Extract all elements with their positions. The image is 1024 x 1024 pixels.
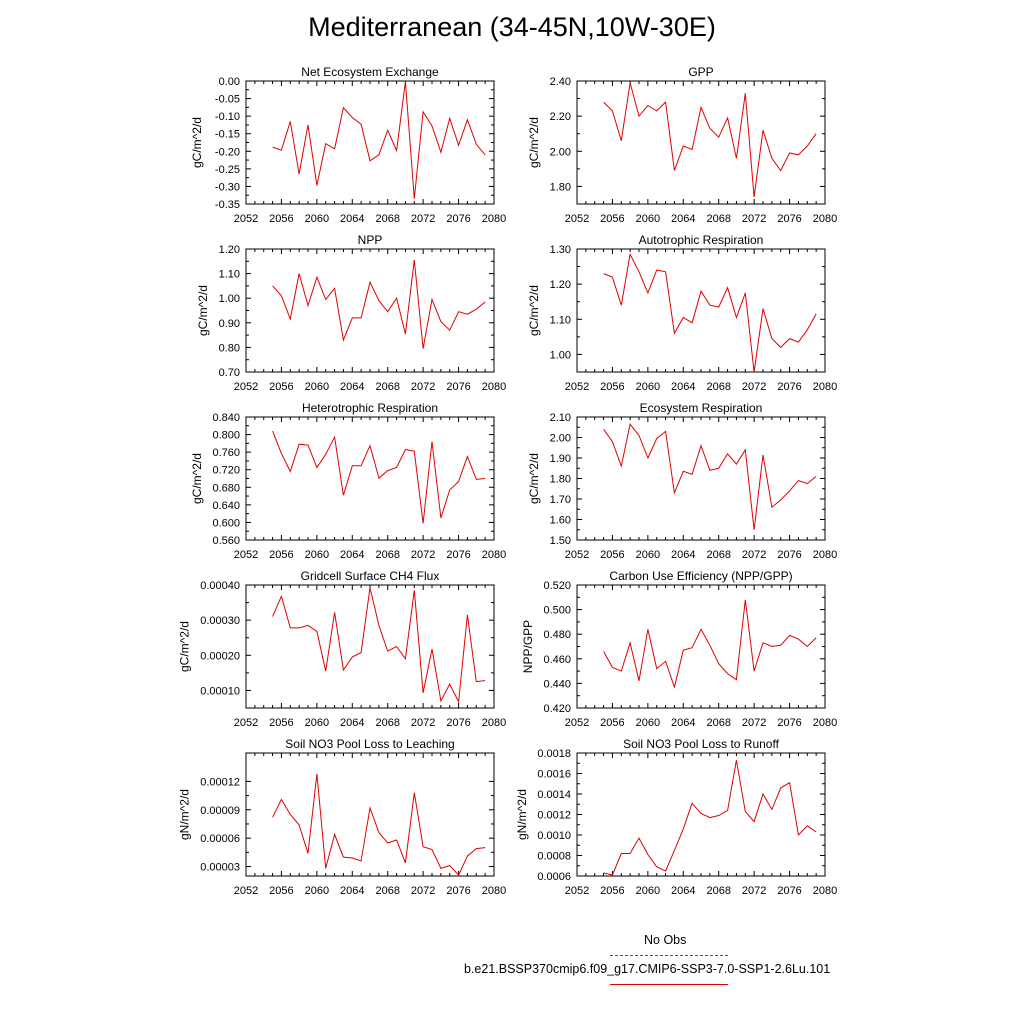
series-line-carbon-use-efficiency-npp-gpp xyxy=(604,600,817,687)
series-line-heterotrophic-respiration xyxy=(273,431,486,523)
plot-frame xyxy=(577,753,825,876)
panel-npp xyxy=(196,233,506,393)
x-tick-label: 2076 xyxy=(446,381,471,393)
x-tick-label: 2068 xyxy=(375,549,400,561)
y-tick-label: 0.0008 xyxy=(537,850,571,863)
x-tick-label: 2060 xyxy=(635,381,661,393)
panel-title: Soil NO3 Pool Loss to Runoff xyxy=(623,737,779,751)
panel-gpp xyxy=(527,65,837,225)
y-tick-label: 2.40 xyxy=(549,76,571,88)
y-tick-label: 0.420 xyxy=(543,703,571,715)
x-tick-label: 2072 xyxy=(741,381,767,393)
x-tick-label: 2068 xyxy=(375,213,400,225)
y-tick-label: 0.0018 xyxy=(537,748,571,760)
series-line-autotrophic-respiration xyxy=(604,254,817,372)
plot-frame xyxy=(577,81,825,204)
x-tick-label: 2056 xyxy=(600,885,625,897)
y-axis-label: gC/m^2/d xyxy=(177,621,192,672)
x-tick-label: 2072 xyxy=(410,717,436,729)
x-tick-label: 2052 xyxy=(233,717,259,729)
y-tick-label: 1.60 xyxy=(549,514,571,527)
x-tick-label: 2056 xyxy=(600,549,625,561)
x-tick-label: 2064 xyxy=(340,213,365,225)
x-tick-label: 2072 xyxy=(410,381,436,393)
y-tick-label: 0.90 xyxy=(218,317,240,330)
y-axis-label: gC/m^2/d xyxy=(527,117,542,168)
y-tick-label: 0.00009 xyxy=(200,804,240,817)
x-tick-label: 2076 xyxy=(446,717,471,729)
x-tick-label: 2080 xyxy=(812,381,838,393)
y-tick-label: -0.35 xyxy=(214,199,240,211)
x-tick-label: 2068 xyxy=(706,213,731,225)
x-tick-label: 2056 xyxy=(269,213,294,225)
y-tick-label: 1.10 xyxy=(549,314,571,327)
y-tick-label: 1.20 xyxy=(549,279,571,292)
x-tick-label: 2052 xyxy=(233,885,259,897)
y-tick-label: 0.600 xyxy=(212,517,240,530)
x-tick-label: 2072 xyxy=(741,549,767,561)
y-tick-label: -0.15 xyxy=(214,128,240,141)
x-tick-label: 2052 xyxy=(564,381,590,393)
y-tick-label: 2.00 xyxy=(549,432,571,445)
plot-frame xyxy=(246,81,494,204)
x-tick-label: 2076 xyxy=(777,381,802,393)
x-tick-label: 2056 xyxy=(600,213,625,225)
panel-title: Carbon Use Efficiency (NPP/GPP) xyxy=(609,569,793,583)
x-tick-label: 2064 xyxy=(671,549,696,561)
legend-obs-label: No Obs xyxy=(644,933,687,947)
x-tick-label: 2072 xyxy=(741,717,767,729)
y-tick-label: 1.80 xyxy=(549,181,571,194)
x-tick-label: 2064 xyxy=(340,381,365,393)
x-tick-label: 2056 xyxy=(269,381,294,393)
y-tick-label: 0.00020 xyxy=(200,650,240,663)
y-tick-label: 0.800 xyxy=(212,429,240,442)
x-tick-label: 2052 xyxy=(233,549,259,561)
y-tick-label: 0.00 xyxy=(218,76,240,88)
x-tick-label: 2060 xyxy=(635,213,661,225)
y-tick-label: -0.05 xyxy=(214,93,240,106)
figure-title: Mediterranean (34-45N,10W-30E) xyxy=(308,12,716,42)
x-tick-label: 2068 xyxy=(706,549,731,561)
panel-soil-no3-pool-loss-to-leaching xyxy=(178,737,507,897)
x-tick-label: 2068 xyxy=(706,381,731,393)
x-tick-label: 2052 xyxy=(233,213,259,225)
y-tick-label: 0.00030 xyxy=(200,615,240,628)
panel-title: NPP xyxy=(357,233,383,247)
panel-gridcell-surface-ch4-flux xyxy=(178,569,507,729)
panel-title: Heterotrophic Respiration xyxy=(301,401,439,415)
x-tick-label: 2060 xyxy=(304,885,330,897)
x-tick-label: 2076 xyxy=(777,717,802,729)
panel-title: Gridcell Surface CH4 Flux xyxy=(300,569,440,583)
y-tick-label: 1.80 xyxy=(549,473,571,486)
x-tick-label: 2076 xyxy=(446,885,471,897)
series-line-ecosystem-respiration xyxy=(604,424,817,530)
y-axis-label: gC/m^2/d xyxy=(190,453,204,504)
y-tick-label: 0.440 xyxy=(543,678,571,691)
panel-carbon-use-efficiency-npp-gpp xyxy=(521,569,837,729)
y-axis-label: gC/m^2/d xyxy=(527,285,542,336)
y-tick-label: 0.70 xyxy=(218,367,240,379)
x-tick-label: 2064 xyxy=(671,381,696,393)
y-tick-label: 0.560 xyxy=(212,535,240,547)
panel-autotrophic-respiration xyxy=(527,233,837,393)
y-tick-label: 0.00040 xyxy=(200,580,240,592)
x-tick-label: 2060 xyxy=(635,717,661,729)
y-axis-label: NPP/GPP xyxy=(521,619,535,674)
y-tick-label: 0.520 xyxy=(543,580,571,592)
series-line-gridcell-surface-ch4-flux xyxy=(273,588,486,702)
y-tick-label: 0.720 xyxy=(212,464,240,477)
y-tick-label: -0.20 xyxy=(214,146,240,159)
panel-net-ecosystem-exchange xyxy=(190,65,506,225)
y-tick-label: 1.30 xyxy=(549,244,571,256)
x-tick-label: 2064 xyxy=(671,717,696,729)
x-tick-label: 2056 xyxy=(269,885,294,897)
plot-frame xyxy=(577,585,825,708)
y-tick-label: 0.0016 xyxy=(537,768,571,781)
y-tick-label: 0.0010 xyxy=(537,830,571,842)
y-tick-label: 0.00003 xyxy=(200,861,240,874)
x-tick-label: 2060 xyxy=(304,213,330,225)
y-tick-label: 1.00 xyxy=(218,293,240,306)
x-tick-label: 2056 xyxy=(269,717,294,729)
y-tick-label: 1.90 xyxy=(549,453,571,465)
x-tick-label: 2056 xyxy=(269,549,294,561)
y-tick-label: 0.00010 xyxy=(200,685,240,698)
panel-title: GPP xyxy=(688,65,714,79)
panel-title: Ecosystem Respiration xyxy=(639,401,763,415)
y-tick-label: -0.25 xyxy=(214,163,240,176)
y-tick-label: 1.00 xyxy=(549,349,571,362)
y-tick-label: -0.30 xyxy=(214,181,240,194)
x-tick-label: 2080 xyxy=(481,549,507,561)
y-tick-label: 0.460 xyxy=(543,653,571,666)
y-tick-label: 0.500 xyxy=(543,604,571,617)
x-tick-label: 2064 xyxy=(671,885,696,897)
x-tick-label: 2060 xyxy=(635,549,661,561)
y-axis-label: gC/m^2/d xyxy=(190,117,204,168)
x-tick-label: 2076 xyxy=(777,213,802,225)
x-tick-label: 2052 xyxy=(564,885,590,897)
panel-heterotrophic-respiration xyxy=(190,401,506,561)
x-tick-label: 2068 xyxy=(375,381,400,393)
x-tick-label: 2068 xyxy=(375,885,400,897)
y-tick-label: 0.0006 xyxy=(537,871,571,883)
y-tick-label: 2.20 xyxy=(549,111,571,124)
y-axis-label: gN/m^2/d xyxy=(177,789,192,840)
y-tick-label: 0.00006 xyxy=(200,833,240,846)
panel-title: Soil NO3 Pool Loss to Leaching xyxy=(285,737,455,751)
plot-frame xyxy=(246,753,494,876)
series-line-npp xyxy=(273,260,486,349)
x-tick-label: 2064 xyxy=(340,549,365,561)
x-tick-label: 2072 xyxy=(741,885,767,897)
x-tick-label: 2076 xyxy=(777,885,802,897)
x-tick-label: 2056 xyxy=(600,717,625,729)
series-line-soil-no3-pool-loss-to-leaching xyxy=(273,774,486,875)
x-tick-label: 2068 xyxy=(375,717,400,729)
x-tick-label: 2080 xyxy=(481,885,507,897)
x-tick-label: 2064 xyxy=(340,885,365,897)
x-tick-label: 2080 xyxy=(812,717,838,729)
x-tick-label: 2080 xyxy=(481,213,507,225)
plot-frame xyxy=(577,417,825,540)
x-tick-label: 2076 xyxy=(446,213,471,225)
plot-frame xyxy=(246,417,494,540)
x-tick-label: 2072 xyxy=(741,213,767,225)
x-tick-label: 2052 xyxy=(233,381,259,393)
legend-model-label: b.e21.BSSP370cmip6.f09_g17.CMIP6-SSP3-7.0-SSP1-2.6Lu.101 xyxy=(464,962,831,976)
y-tick-label: 2.10 xyxy=(549,412,571,424)
x-tick-label: 2052 xyxy=(564,213,590,225)
x-tick-label: 2064 xyxy=(671,213,696,225)
x-tick-label: 2072 xyxy=(410,885,436,897)
y-tick-label: 1.10 xyxy=(218,268,240,281)
x-tick-label: 2060 xyxy=(304,717,330,729)
series-line-net-ecosystem-exchange xyxy=(273,82,486,199)
y-tick-label: 2.00 xyxy=(549,146,571,159)
y-tick-label: 0.480 xyxy=(543,629,571,642)
x-tick-label: 2068 xyxy=(706,717,731,729)
x-tick-label: 2080 xyxy=(481,717,507,729)
plot-frame xyxy=(246,249,494,372)
x-tick-label: 2076 xyxy=(446,549,471,561)
y-axis-label: gN/m^2/d xyxy=(514,789,529,840)
panel-title: Autotrophic Respiration xyxy=(638,233,764,247)
series-line-gpp xyxy=(604,83,817,197)
y-tick-label: 0.00012 xyxy=(200,776,240,789)
y-tick-label: 0.80 xyxy=(218,342,240,355)
x-tick-label: 2080 xyxy=(812,213,838,225)
y-tick-label: 0.840 xyxy=(212,412,240,424)
y-tick-label: 1.50 xyxy=(549,535,571,547)
y-axis-label: gC/m^2/d xyxy=(196,285,211,336)
y-tick-label: -0.10 xyxy=(214,111,240,124)
y-tick-label: 0.0012 xyxy=(537,809,571,822)
x-tick-label: 2080 xyxy=(812,885,838,897)
panel-ecosystem-respiration xyxy=(527,401,837,561)
panel-soil-no3-pool-loss-to-runoff xyxy=(515,737,837,897)
panel-title: Net Ecosystem Exchange xyxy=(301,65,439,79)
x-tick-label: 2060 xyxy=(304,549,330,561)
x-tick-label: 2080 xyxy=(481,381,507,393)
x-tick-label: 2064 xyxy=(340,717,365,729)
y-tick-label: 0.680 xyxy=(212,482,240,495)
x-tick-label: 2072 xyxy=(410,549,436,561)
plot-frame xyxy=(577,249,825,372)
x-tick-label: 2052 xyxy=(564,717,590,729)
x-tick-label: 2056 xyxy=(600,381,625,393)
y-tick-label: 0.0014 xyxy=(537,789,571,801)
x-tick-label: 2060 xyxy=(635,885,661,897)
x-tick-label: 2080 xyxy=(812,549,838,561)
y-tick-label: 1.20 xyxy=(218,244,240,256)
y-tick-label: 0.640 xyxy=(212,499,240,512)
y-tick-label: 0.760 xyxy=(212,447,240,460)
series-line-soil-no3-pool-loss-to-runoff xyxy=(604,760,817,875)
x-tick-label: 2068 xyxy=(706,885,731,897)
y-axis-label: gC/m^2/d xyxy=(527,453,542,504)
x-tick-label: 2072 xyxy=(410,213,436,225)
y-tick-label: 1.70 xyxy=(549,494,571,506)
x-tick-label: 2076 xyxy=(777,549,802,561)
x-tick-label: 2052 xyxy=(564,549,590,561)
x-tick-label: 2060 xyxy=(304,381,330,393)
